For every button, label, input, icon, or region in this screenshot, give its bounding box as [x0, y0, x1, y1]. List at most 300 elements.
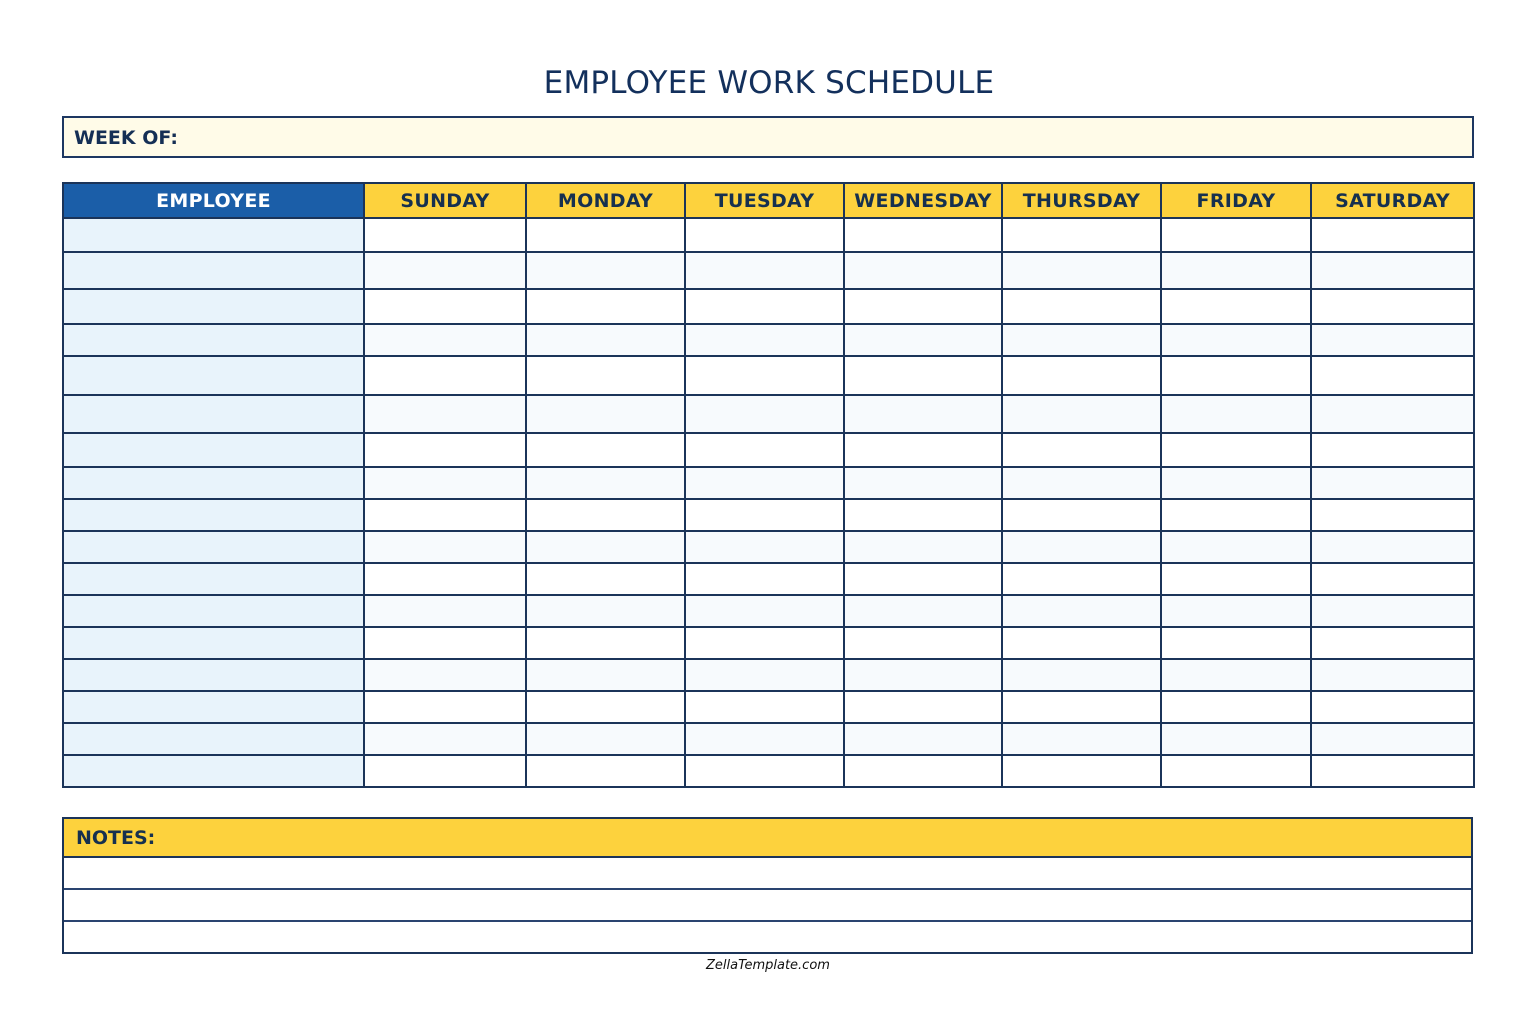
shift-input[interactable]	[1003, 596, 1160, 626]
shift-cell-thursday[interactable]	[1002, 595, 1161, 627]
shift-input[interactable]	[845, 434, 1001, 466]
shift-input[interactable]	[845, 532, 1001, 562]
shift-input[interactable]	[527, 564, 684, 594]
shift-input[interactable]	[1312, 434, 1473, 466]
shift-cell-tuesday[interactable]	[685, 499, 844, 531]
shift-input[interactable]	[686, 500, 843, 530]
employee-name-input[interactable]	[64, 253, 363, 288]
shift-input[interactable]	[527, 500, 684, 530]
shift-cell-sunday[interactable]	[364, 531, 526, 563]
shift-input[interactable]	[1312, 396, 1473, 432]
shift-cell-friday[interactable]	[1161, 691, 1311, 723]
shift-input[interactable]	[686, 357, 843, 394]
week-of-input[interactable]	[194, 122, 1464, 154]
employee-name-input[interactable]	[64, 564, 363, 594]
employee-name-input[interactable]	[64, 357, 363, 394]
shift-input[interactable]	[1312, 468, 1473, 498]
employee-name-input[interactable]	[64, 596, 363, 626]
shift-cell-thursday[interactable]	[1002, 499, 1161, 531]
shift-input[interactable]	[527, 253, 684, 288]
shift-input[interactable]	[686, 396, 843, 432]
shift-cell-friday[interactable]	[1161, 356, 1311, 395]
shift-cell-monday[interactable]	[526, 433, 685, 467]
shift-input[interactable]	[845, 596, 1001, 626]
shift-cell-saturday[interactable]	[1311, 467, 1474, 499]
shift-cell-monday[interactable]	[526, 691, 685, 723]
shift-cell-thursday[interactable]	[1002, 467, 1161, 499]
shift-cell-wednesday[interactable]	[844, 395, 1002, 433]
shift-cell-sunday[interactable]	[364, 289, 526, 324]
shift-cell-thursday[interactable]	[1002, 627, 1161, 659]
shift-input[interactable]	[527, 596, 684, 626]
shift-input[interactable]	[1162, 325, 1310, 355]
shift-input[interactable]	[1003, 434, 1160, 466]
shift-cell-tuesday[interactable]	[685, 433, 844, 467]
table-row	[63, 531, 1474, 563]
shift-input[interactable]	[1312, 532, 1473, 562]
shift-input[interactable]	[1003, 253, 1160, 288]
shift-input[interactable]	[1312, 253, 1473, 288]
shift-cell-saturday[interactable]	[1311, 499, 1474, 531]
shift-cell-tuesday[interactable]	[685, 356, 844, 395]
shift-input[interactable]	[365, 596, 525, 626]
shift-cell-sunday[interactable]	[364, 691, 526, 723]
shift-cell-sunday[interactable]	[364, 356, 526, 395]
shift-cell-monday[interactable]	[526, 356, 685, 395]
employee-name-input[interactable]	[64, 500, 363, 530]
shift-cell-friday[interactable]	[1161, 252, 1311, 289]
shift-cell-thursday[interactable]	[1002, 395, 1161, 433]
shift-input[interactable]	[845, 253, 1001, 288]
shift-cell-saturday[interactable]	[1311, 433, 1474, 467]
column-header-friday: FRIDAY	[1161, 183, 1311, 218]
shift-input[interactable]	[845, 692, 1001, 722]
shift-cell-friday[interactable]	[1161, 433, 1311, 467]
shift-cell-thursday[interactable]	[1002, 324, 1161, 356]
column-header-wednesday: WEDNESDAY	[844, 183, 1002, 218]
employee-name-cell[interactable]	[63, 467, 364, 499]
shift-cell-thursday[interactable]	[1002, 659, 1161, 691]
shift-input[interactable]	[1162, 756, 1310, 786]
table-row	[63, 289, 1474, 324]
shift-input[interactable]	[686, 628, 843, 658]
notes-line[interactable]	[64, 922, 1471, 952]
shift-cell-sunday[interactable]	[364, 563, 526, 595]
shift-cell-saturday[interactable]	[1311, 324, 1474, 356]
shift-input[interactable]	[686, 325, 843, 355]
shift-cell-wednesday[interactable]	[844, 252, 1002, 289]
shift-cell-tuesday[interactable]	[685, 755, 844, 787]
shift-input[interactable]	[1003, 500, 1160, 530]
shift-input[interactable]	[527, 325, 684, 355]
shift-input[interactable]	[527, 756, 684, 786]
shift-cell-wednesday[interactable]	[844, 595, 1002, 627]
shift-input[interactable]	[1312, 500, 1473, 530]
shift-input[interactable]	[845, 660, 1001, 690]
shift-cell-friday[interactable]	[1161, 289, 1311, 324]
shift-cell-monday[interactable]	[526, 467, 685, 499]
shift-input[interactable]	[1312, 290, 1473, 323]
shift-input[interactable]	[1162, 724, 1310, 754]
shift-cell-friday[interactable]	[1161, 218, 1311, 252]
shift-cell-friday[interactable]	[1161, 563, 1311, 595]
column-header-employee: EMPLOYEE	[63, 183, 364, 218]
shift-cell-saturday[interactable]	[1311, 356, 1474, 395]
shift-input[interactable]	[1162, 396, 1310, 432]
shift-input[interactable]	[1003, 692, 1160, 722]
shift-cell-friday[interactable]	[1161, 499, 1311, 531]
shift-cell-sunday[interactable]	[364, 433, 526, 467]
shift-input[interactable]	[1003, 532, 1160, 562]
shift-cell-monday[interactable]	[526, 252, 685, 289]
shift-cell-tuesday[interactable]	[685, 324, 844, 356]
shift-input[interactable]	[1162, 357, 1310, 394]
shift-input[interactable]	[365, 434, 525, 466]
notes-header	[64, 819, 1471, 858]
column-header-tuesday: TUESDAY	[685, 183, 844, 218]
shift-input[interactable]	[845, 756, 1001, 786]
table-row	[63, 467, 1474, 499]
shift-input[interactable]	[365, 628, 525, 658]
shift-input[interactable]	[1003, 660, 1160, 690]
shift-input[interactable]	[845, 500, 1001, 530]
employee-name-input[interactable]	[64, 532, 363, 562]
shift-input[interactable]	[845, 396, 1001, 432]
shift-cell-thursday[interactable]	[1002, 531, 1161, 563]
shift-input[interactable]	[686, 219, 843, 251]
shift-cell-wednesday[interactable]	[844, 531, 1002, 563]
shift-cell-wednesday[interactable]	[844, 627, 1002, 659]
shift-cell-tuesday[interactable]	[685, 563, 844, 595]
employee-name-input[interactable]	[64, 660, 363, 690]
shift-cell-thursday[interactable]	[1002, 218, 1161, 252]
employee-name-input[interactable]	[64, 724, 363, 754]
shift-input[interactable]	[365, 756, 525, 786]
shift-input[interactable]	[365, 564, 525, 594]
shift-cell-wednesday[interactable]	[844, 691, 1002, 723]
shift-cell-tuesday[interactable]	[685, 467, 844, 499]
shift-input[interactable]	[1003, 219, 1160, 251]
employee-name-input[interactable]	[64, 290, 363, 323]
shift-cell-monday[interactable]	[526, 659, 685, 691]
shift-cell-thursday[interactable]	[1002, 563, 1161, 595]
shift-cell-saturday[interactable]	[1311, 595, 1474, 627]
shift-cell-wednesday[interactable]	[844, 356, 1002, 395]
shift-input[interactable]	[365, 660, 525, 690]
shift-cell-monday[interactable]	[526, 595, 685, 627]
shift-input[interactable]	[1162, 500, 1310, 530]
notes-line-input[interactable]	[64, 922, 1471, 952]
shift-cell-saturday[interactable]	[1311, 531, 1474, 563]
shift-input[interactable]	[527, 692, 684, 722]
shift-cell-tuesday[interactable]	[685, 218, 844, 252]
shift-input[interactable]	[365, 290, 525, 323]
shift-input[interactable]	[1162, 290, 1310, 323]
shift-cell-wednesday[interactable]	[844, 218, 1002, 252]
shift-input[interactable]	[365, 325, 525, 355]
shift-cell-saturday[interactable]	[1311, 395, 1474, 433]
shift-input[interactable]	[527, 468, 684, 498]
shift-cell-sunday[interactable]	[364, 252, 526, 289]
shift-input[interactable]	[1003, 724, 1160, 754]
shift-cell-tuesday[interactable]	[685, 531, 844, 563]
shift-input[interactable]	[845, 357, 1001, 394]
shift-input[interactable]	[845, 325, 1001, 355]
shift-cell-wednesday[interactable]	[844, 467, 1002, 499]
shift-input[interactable]	[686, 724, 843, 754]
shift-cell-monday[interactable]	[526, 755, 685, 787]
shift-cell-friday[interactable]	[1161, 755, 1311, 787]
shift-cell-saturday[interactable]	[1311, 289, 1474, 324]
shift-input[interactable]	[686, 253, 843, 288]
shift-input[interactable]	[1003, 468, 1160, 498]
shift-input[interactable]	[527, 290, 684, 323]
shift-input[interactable]	[1003, 564, 1160, 594]
shift-cell-sunday[interactable]	[364, 499, 526, 531]
shift-input[interactable]	[1003, 756, 1160, 786]
employee-name-input[interactable]	[64, 434, 363, 466]
table-row	[63, 395, 1474, 433]
shift-input[interactable]	[686, 532, 843, 562]
shift-input[interactable]	[1162, 564, 1310, 594]
shift-input[interactable]	[1003, 357, 1160, 394]
shift-cell-friday[interactable]	[1161, 595, 1311, 627]
shift-input[interactable]	[686, 468, 843, 498]
shift-cell-friday[interactable]	[1161, 627, 1311, 659]
shift-input[interactable]	[1312, 756, 1473, 786]
shift-cell-friday[interactable]	[1161, 395, 1311, 433]
employee-name-cell[interactable]	[63, 252, 364, 289]
shift-input[interactable]	[1003, 396, 1160, 432]
shift-cell-wednesday[interactable]	[844, 563, 1002, 595]
page-title: EMPLOYEE WORK SCHEDULE	[543, 65, 995, 101]
table-row	[63, 691, 1474, 723]
employee-name-cell[interactable]	[63, 563, 364, 595]
shift-input[interactable]	[1312, 692, 1473, 722]
shift-cell-saturday[interactable]	[1311, 659, 1474, 691]
shift-cell-friday[interactable]	[1161, 467, 1311, 499]
shift-input[interactable]	[845, 468, 1001, 498]
shift-cell-monday[interactable]	[526, 563, 685, 595]
shift-cell-monday[interactable]	[526, 723, 685, 755]
shift-input[interactable]	[686, 660, 843, 690]
shift-input[interactable]	[845, 564, 1001, 594]
shift-cell-sunday[interactable]	[364, 723, 526, 755]
shift-cell-tuesday[interactable]	[685, 395, 844, 433]
shift-cell-tuesday[interactable]	[685, 595, 844, 627]
shift-input[interactable]	[527, 660, 684, 690]
shift-input[interactable]	[1162, 468, 1310, 498]
shift-cell-sunday[interactable]	[364, 467, 526, 499]
shift-input[interactable]	[686, 692, 843, 722]
shift-input[interactable]	[365, 396, 525, 432]
column-header-thursday: THURSDAY	[1002, 183, 1161, 218]
shift-cell-thursday[interactable]	[1002, 289, 1161, 324]
shift-cell-thursday[interactable]	[1002, 252, 1161, 289]
shift-input[interactable]	[1162, 692, 1310, 722]
shift-input[interactable]	[845, 219, 1001, 251]
notes-line-input[interactable]	[64, 858, 1471, 888]
shift-cell-tuesday[interactable]	[685, 289, 844, 324]
employee-name-cell[interactable]	[63, 755, 364, 787]
employee-name-cell[interactable]	[63, 627, 364, 659]
shift-cell-thursday[interactable]	[1002, 755, 1161, 787]
table-row	[63, 595, 1474, 627]
schedule-table	[62, 182, 1475, 788]
shift-cell-thursday[interactable]	[1002, 433, 1161, 467]
shift-cell-sunday[interactable]	[364, 324, 526, 356]
shift-cell-wednesday[interactable]	[844, 324, 1002, 356]
shift-input[interactable]	[527, 219, 684, 251]
shift-input[interactable]	[527, 434, 684, 466]
employee-name-cell[interactable]	[63, 531, 364, 563]
shift-cell-wednesday[interactable]	[844, 723, 1002, 755]
shift-cell-monday[interactable]	[526, 499, 685, 531]
shift-input[interactable]	[365, 468, 525, 498]
employee-name-input[interactable]	[64, 396, 363, 432]
shift-input[interactable]	[1162, 628, 1310, 658]
employee-name-cell[interactable]	[63, 595, 364, 627]
footer-credit: ZellaTemplate.com	[706, 958, 830, 973]
shift-cell-wednesday[interactable]	[844, 289, 1002, 324]
shift-cell-friday[interactable]	[1161, 531, 1311, 563]
shift-cell-tuesday[interactable]	[685, 723, 844, 755]
shift-input[interactable]	[686, 290, 843, 323]
table-row	[63, 218, 1474, 252]
employee-name-input[interactable]	[64, 628, 363, 658]
shift-input[interactable]	[1162, 660, 1310, 690]
shift-input[interactable]	[1003, 290, 1160, 323]
shift-input[interactable]	[686, 434, 843, 466]
shift-cell-monday[interactable]	[526, 627, 685, 659]
table-row	[63, 563, 1474, 595]
shift-input[interactable]	[1312, 219, 1473, 251]
employee-name-input[interactable]	[64, 692, 363, 722]
employee-name-cell[interactable]	[63, 289, 364, 324]
employee-name-cell[interactable]	[63, 218, 364, 252]
shift-input[interactable]	[1162, 596, 1310, 626]
employee-name-cell[interactable]	[63, 691, 364, 723]
shift-cell-tuesday[interactable]	[685, 659, 844, 691]
employee-name-cell[interactable]	[63, 723, 364, 755]
shift-input[interactable]	[365, 500, 525, 530]
shift-input[interactable]	[845, 628, 1001, 658]
shift-cell-monday[interactable]	[526, 324, 685, 356]
shift-cell-saturday[interactable]	[1311, 723, 1474, 755]
shift-cell-saturday[interactable]	[1311, 563, 1474, 595]
shift-input[interactable]	[527, 357, 684, 394]
week-of-field[interactable]	[62, 116, 1474, 158]
shift-input[interactable]	[1162, 219, 1310, 251]
shift-input[interactable]	[1312, 660, 1473, 690]
shift-cell-saturday[interactable]	[1311, 627, 1474, 659]
table-row	[63, 627, 1474, 659]
shift-input[interactable]	[1312, 628, 1473, 658]
shift-cell-monday[interactable]	[526, 531, 685, 563]
shift-cell-sunday[interactable]	[364, 755, 526, 787]
shift-cell-thursday[interactable]	[1002, 356, 1161, 395]
shift-input[interactable]	[686, 596, 843, 626]
shift-cell-saturday[interactable]	[1311, 755, 1474, 787]
employee-name-input[interactable]	[64, 468, 363, 498]
shift-cell-sunday[interactable]	[364, 659, 526, 691]
shift-input[interactable]	[527, 532, 684, 562]
shift-cell-saturday[interactable]	[1311, 252, 1474, 289]
employee-name-cell[interactable]	[63, 499, 364, 531]
shift-input[interactable]	[1162, 532, 1310, 562]
shift-input[interactable]	[1003, 325, 1160, 355]
employee-name-cell[interactable]	[63, 324, 364, 356]
shift-input[interactable]	[1003, 628, 1160, 658]
shift-cell-saturday[interactable]	[1311, 691, 1474, 723]
shift-input[interactable]	[1162, 253, 1310, 288]
employee-name-cell[interactable]	[63, 395, 364, 433]
shift-cell-monday[interactable]	[526, 289, 685, 324]
shift-cell-thursday[interactable]	[1002, 723, 1161, 755]
shift-cell-friday[interactable]	[1161, 723, 1311, 755]
shift-input[interactable]	[365, 692, 525, 722]
shift-input[interactable]	[1312, 357, 1473, 394]
shift-cell-wednesday[interactable]	[844, 433, 1002, 467]
shift-input[interactable]	[527, 724, 684, 754]
shift-input[interactable]	[1162, 434, 1310, 466]
shift-cell-monday[interactable]	[526, 218, 685, 252]
shift-input[interactable]	[365, 532, 525, 562]
shift-cell-friday[interactable]	[1161, 659, 1311, 691]
shift-input[interactable]	[1312, 325, 1473, 355]
notes-line[interactable]	[64, 890, 1471, 922]
shift-cell-sunday[interactable]	[364, 395, 526, 433]
shift-input[interactable]	[365, 219, 525, 251]
shift-cell-tuesday[interactable]	[685, 691, 844, 723]
shift-cell-wednesday[interactable]	[844, 499, 1002, 531]
employee-name-cell[interactable]	[63, 356, 364, 395]
shift-input[interactable]	[686, 756, 843, 786]
shift-input[interactable]	[686, 564, 843, 594]
shift-cell-friday[interactable]	[1161, 324, 1311, 356]
shift-cell-tuesday[interactable]	[685, 627, 844, 659]
shift-input[interactable]	[1312, 596, 1473, 626]
shift-input[interactable]	[527, 396, 684, 432]
shift-input[interactable]	[527, 628, 684, 658]
shift-input[interactable]	[845, 724, 1001, 754]
shift-cell-tuesday[interactable]	[685, 252, 844, 289]
shift-input[interactable]	[365, 357, 525, 394]
shift-cell-thursday[interactable]	[1002, 691, 1161, 723]
employee-name-input[interactable]	[64, 756, 363, 786]
employee-name-input[interactable]	[64, 325, 363, 355]
employee-name-cell[interactable]	[63, 433, 364, 467]
table-row	[63, 659, 1474, 691]
shift-input[interactable]	[365, 724, 525, 754]
shift-cell-sunday[interactable]	[364, 627, 526, 659]
employee-name-input[interactable]	[64, 219, 363, 251]
employee-name-cell[interactable]	[63, 659, 364, 691]
shift-input[interactable]	[1312, 564, 1473, 594]
shift-input[interactable]	[1312, 724, 1473, 754]
notes-line[interactable]	[64, 858, 1471, 890]
table-row	[63, 723, 1474, 755]
shift-cell-monday[interactable]	[526, 395, 685, 433]
shift-input[interactable]	[845, 290, 1001, 323]
shift-cell-wednesday[interactable]	[844, 755, 1002, 787]
shift-cell-sunday[interactable]	[364, 595, 526, 627]
shift-cell-wednesday[interactable]	[844, 659, 1002, 691]
shift-cell-saturday[interactable]	[1311, 218, 1474, 252]
notes-line-input[interactable]	[64, 890, 1471, 920]
shift-cell-sunday[interactable]	[364, 218, 526, 252]
shift-input[interactable]	[365, 253, 525, 288]
